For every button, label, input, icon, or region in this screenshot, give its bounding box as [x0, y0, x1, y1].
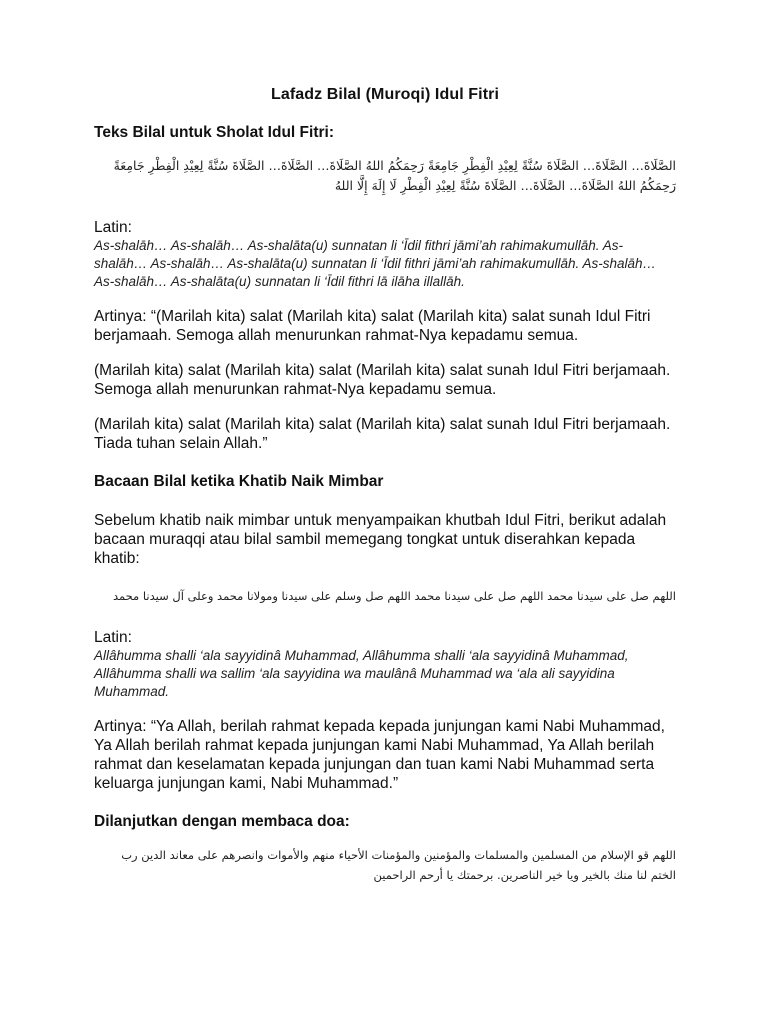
latin-text-sholawat: Allâhumma shalli ‘ala sayyidinâ Muhammad, Allâhumma shalli ‘ala sayyidinâ Muhammad, Allâhumma shalli wa sallim ‘ala sayyidina wa maulânâ Muhammad wa ‘ala ali sayyidina Muhammad. [94, 648, 629, 699]
page-title: Lafadz Bilal (Muroqi) Idul Fitri [270, 86, 500, 103]
translation-paragraph-2: (Marilah kita) salat (Marilah kita) salat (Marilah kita) salat sunah Idul Fitri berjamaah. Semoga allah menurunkan rahmat-Nya kepadamu semua. [94, 362, 671, 398]
arabic-text-sholawat: اللهم صل على سيدنا محمد اللهم صل على سيدنا محمد اللهم صل وسلم على سيدنا ومولانا محمد وعلى آل سيدنا محمد [112, 589, 676, 603]
section-heading-teks-bilal: Teks Bilal untuk Sholat Idul Fitri: [94, 124, 334, 141]
section-heading-khatib: Bacaan Bilal ketika Khatib Naik Mimbar [94, 473, 384, 490]
translation-paragraph-1: Artinya: “(Marilah kita) salat (Marilah kita) salat (Marilah kita) salat sunah Idul Fitri berjamaah. Semoga allah menurunkan rahmat-Nya kepadamu semua. [94, 308, 651, 344]
translation-paragraph-sholawat: Artinya: “Ya Allah, berilah rahmat kepada kepada junjungan kami Nabi Muhammad, Ya Allah berilah rahmat kepada junjungan kami Nabi Muhammad, Ya Allah berilah rahmat dan keselamatan kepada junjungan dan tuan kami Nabi Muhammad serta keluarga junjungan kami, Nabi Muhammad.” [94, 718, 665, 792]
translation-paragraph-3: (Marilah kita) salat (Marilah kita) salat (Marilah kita) salat sunah Idul Fitri berjamaah. Tiada tuhan selain Allah.” [94, 416, 671, 452]
document-page [94, 86, 676, 907]
arabic-text-doa: اللهم قو الإسلام من المسلمين والمسلمات والمؤمنين والمؤمنات الأحياء منهم والأموات وانصرهم على معاند الدين رب الختم لنا منك بالخير ويا خير الناصرين. برحمتك يا أرحم الراحمين [121, 848, 676, 882]
arabic-text-teks-bilal: الصَّلَاةَ… الصَّلَاةَ… الصَّلَاةَ سُنَّةً لِعِيْدِ الْفِطْرِ جَامِعَةً رَحِمَكُمُ اللهُ الصَّلَاةَ… الصَّلَاةَ… الصَّلَاةَ سُنَّةً لِعِيْدِ الْفِطْرِ جَامِعَةً رَحِمَكُمُ اللهُ الصَّلَاةَ… الصَّلَاةَ… الصَّلَاةَ سُنَّةً لِعِيْدِ الْفِطْرِ لَا إِلَهَ إِلَّا اللهُ [113, 158, 676, 193]
section-heading-doa: Dilanjutkan dengan membaca doa: [94, 813, 350, 830]
latin-label: Latin: [94, 219, 132, 236]
latin-label-sholawat: Latin: [94, 629, 132, 646]
intro-paragraph-khatib: Sebelum khatib naik mimbar untuk menyampaikan khutbah Idul Fitri, berikut adalah bacaan muraqqi atau bilal sambil memegang tongkat untuk diserahkan kepada khatib: [94, 512, 667, 567]
latin-text-teks-bilal: As-shalāh… As-shalāh… As-shalāta(u) sunnatan li ‘Īdil fithri jāmi’ah rahimakumullāh. As-shalāh… As-shalāh… As-shalāta(u) sunnatan li ‘Īdil fithri jāmi’ah rahimakumullāh. As-shalāh… As-shalāh… As-shalāta(u) sunnatan li ‘Īdil fithri lā ilāha illallāh. [94, 238, 656, 289]
